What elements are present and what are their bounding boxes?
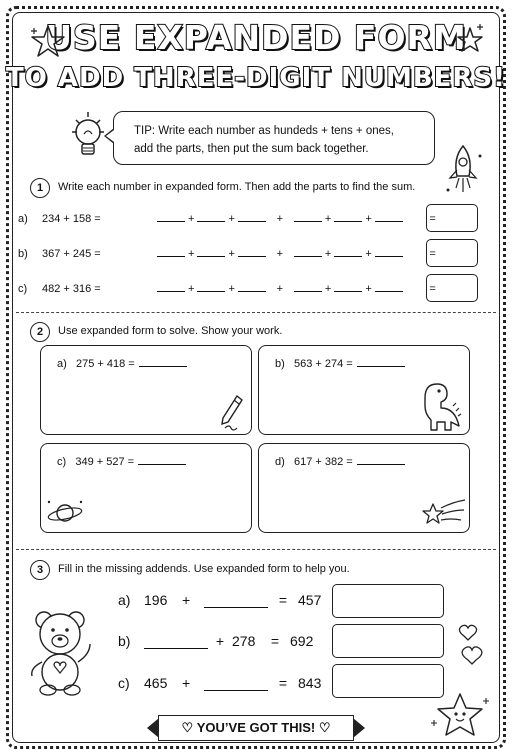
answer-blank[interactable]: [334, 281, 362, 292]
work-card-a[interactable]: [40, 345, 252, 435]
problem-label: a): [18, 213, 28, 225]
heart-icon: ♡: [181, 720, 194, 735]
problem-expression: 617 + 382 =: [293, 456, 353, 468]
problem-label: b): [275, 358, 285, 370]
section-divider: [16, 312, 496, 313]
encouragement-banner: [158, 715, 354, 741]
answer-blank[interactable]: [357, 464, 405, 465]
section-divider: [16, 549, 496, 550]
problem-expression: 275 + 418 =: [75, 358, 135, 370]
smiling-star-icon: [430, 690, 490, 742]
problem-expression: 482 + 316 =: [42, 283, 101, 295]
answer-blank[interactable]: [204, 593, 268, 608]
problem-label: d): [275, 456, 285, 468]
answer-blank[interactable]: [294, 281, 322, 292]
problem-expression: 563 + 274 =: [293, 358, 353, 370]
sum-answer-box[interactable]: [426, 204, 478, 232]
dinosaur-icon: [413, 376, 467, 432]
answer-blank[interactable]: [238, 246, 266, 257]
problem-expression: 234 + 158 =: [42, 213, 101, 225]
tip-line-1: TIP: Write each number as hundeds + tens + ones,: [134, 125, 394, 137]
answer-box[interactable]: [332, 664, 444, 698]
work-card-c[interactable]: [40, 443, 252, 533]
answer-blank[interactable]: [157, 246, 185, 257]
answer-blank[interactable]: [375, 246, 403, 257]
problem-label: c): [57, 456, 67, 468]
answer-blank[interactable]: [197, 281, 225, 292]
answer-blank[interactable]: [334, 246, 362, 257]
title-line-2: TO ADD THREE-DIGIT NUMBERS!: [5, 63, 507, 93]
work-card-b[interactable]: [258, 345, 470, 435]
problem-expression: 349 + 527 =: [75, 456, 135, 468]
title-line-1: USE EXPANDED FORM: [45, 18, 467, 57]
answer-blank[interactable]: [144, 634, 208, 649]
work-card-d[interactable]: [258, 443, 470, 533]
answer-blank[interactable]: [294, 246, 322, 257]
shooting-star-icon: [419, 498, 467, 530]
answer-blank[interactable]: [157, 281, 185, 292]
answer-box[interactable]: [332, 584, 444, 618]
sum-answer-box[interactable]: [426, 274, 478, 302]
teddy-bear-icon: [22, 606, 102, 698]
answer-blank[interactable]: [238, 281, 266, 292]
problem-label: c): [18, 283, 28, 295]
missing-addend-a: a) 196 + = 457: [118, 592, 322, 608]
problem-label: b): [18, 248, 28, 260]
answer-blank[interactable]: [334, 211, 362, 222]
answer-blank[interactable]: [157, 211, 185, 222]
section-2-instruction: Use expanded form to solve. Show your work.: [58, 325, 283, 337]
answer-blank[interactable]: [375, 281, 403, 292]
answer-blank[interactable]: [138, 464, 186, 465]
missing-addend-b: b) + 278 = 692: [118, 633, 314, 649]
problem-expression: 367 + 245 =: [42, 248, 101, 260]
answer-blank[interactable]: [197, 246, 225, 257]
rocket-icon: [440, 142, 486, 198]
answer-box[interactable]: [332, 624, 444, 658]
banner-text: YOU’VE GOT THIS!: [196, 720, 316, 735]
tip-box: [113, 111, 435, 165]
tip-line-2: add the parts, then put the sum back together.: [134, 143, 369, 155]
missing-addend-c: c) 465 + = 843: [118, 675, 322, 691]
planet-icon: [45, 498, 85, 528]
problem-1c: c) 482 + 316 = + + + + + =: [18, 283, 436, 295]
answer-blank[interactable]: [294, 211, 322, 222]
answer-blank[interactable]: [204, 676, 268, 691]
section-1-instruction: Write each number in expanded form. Then add the parts to find the sum.: [58, 181, 416, 193]
problem-1b: b) 367 + 245 = + + + + + =: [18, 248, 436, 260]
answer-blank[interactable]: [197, 211, 225, 222]
star-icon: [452, 22, 488, 62]
answer-blank[interactable]: [375, 211, 403, 222]
heart-icon: ♡: [318, 720, 331, 735]
answer-blank[interactable]: [139, 366, 187, 367]
section-2-number: 2: [30, 322, 50, 342]
answer-blank[interactable]: [238, 211, 266, 222]
sum-answer-box[interactable]: [426, 239, 478, 267]
problem-1a: a) 234 + 158 = + + + + + =: [18, 213, 436, 225]
problem-label: a): [57, 358, 67, 370]
heart-icon: [454, 622, 484, 666]
tip-bubble-tail-inner: [106, 130, 114, 142]
answer-blank[interactable]: [357, 366, 405, 367]
section-3-number: 3: [30, 560, 50, 580]
star-icon: [28, 22, 68, 62]
pencil-icon: [217, 394, 245, 434]
section-3-instruction: Fill in the missing addends. Use expanded form to help you.: [58, 563, 350, 575]
section-1-number: 1: [30, 178, 50, 198]
